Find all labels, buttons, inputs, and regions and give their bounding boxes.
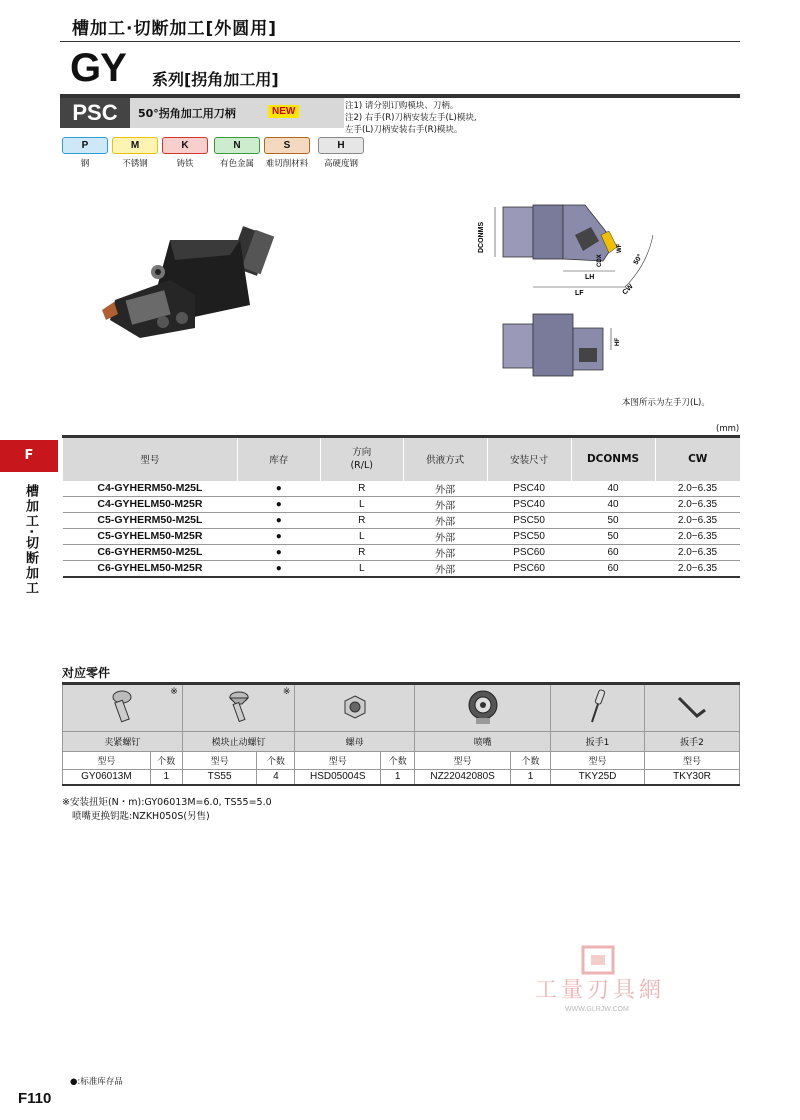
section-tab: F: [0, 440, 58, 472]
nut-qty: 1: [381, 770, 415, 785]
countersunk-screw-icon: [224, 689, 254, 725]
cell-mount: PSC40: [487, 496, 571, 512]
material-chip-k: K: [162, 137, 208, 154]
nut-name: 螺母: [295, 732, 415, 752]
star-mark: ※: [282, 687, 291, 697]
sub-model: 型号: [415, 752, 511, 770]
material-label: 有色金属: [219, 159, 254, 169]
nozzle-model: NZ22042080S: [415, 770, 511, 785]
sub-model: 型号: [182, 752, 257, 770]
table-row: [63, 528, 741, 544]
material-label: 钢: [80, 159, 90, 169]
cell-model: C5-GYHERM50-M25L: [63, 512, 238, 528]
cell-stock: ●: [237, 496, 320, 512]
wrench2-icon-cell: [645, 684, 740, 732]
cell-coolant: 外部: [403, 481, 487, 497]
cell-dir: R: [320, 512, 403, 528]
stop-model: TS55: [182, 770, 257, 785]
cell-coolant: 外部: [403, 560, 487, 577]
parts-title: 对应零件: [62, 666, 111, 680]
product-code: PSC: [60, 98, 130, 128]
legend: ●:标准库存品: [70, 1077, 123, 1087]
cell-coolant: 外部: [403, 544, 487, 560]
col-model: 型号: [63, 437, 238, 481]
cell-stock: ●: [237, 560, 320, 577]
cell-coolant: 外部: [403, 496, 487, 512]
note-2: 注2) 右手(R)刀柄安装左手(L)模块,: [345, 113, 477, 123]
parts-table: [62, 682, 740, 786]
cell-dconms: 50: [571, 528, 655, 544]
cell-dconms: 60: [571, 560, 655, 577]
dimension-diagram: [475, 195, 675, 305]
sub-qty: 个数: [257, 752, 295, 770]
dconms-label: DCONMS: [478, 221, 485, 253]
hex-key-icon: [675, 692, 709, 722]
direction-header: 方向 (R/L): [350, 447, 373, 472]
wrench2-name: 扳手2: [645, 732, 740, 752]
col-stock: 库存: [237, 437, 320, 481]
figure-note: 本图所示为左手刀(L)。: [622, 398, 710, 408]
col-dconms: DCONMS: [571, 437, 655, 481]
cell-model: C4-GYHERM50-M25L: [63, 481, 238, 497]
cell-dconms: 40: [571, 481, 655, 497]
col-cw: CW: [655, 437, 740, 481]
page-number: F110: [18, 1090, 52, 1107]
sub-model: 型号: [551, 752, 645, 770]
sub-qty: 个数: [381, 752, 415, 770]
cell-model: C4-GYHELM50-M25R: [63, 496, 238, 512]
lh-label: LH: [585, 274, 595, 281]
cell-cw: 2.0−6.35: [655, 512, 740, 528]
cell-coolant: 外部: [403, 528, 487, 544]
wrench1-icon-cell: [551, 684, 645, 732]
material-label: 难切削材料: [265, 159, 309, 169]
cell-stock: ●: [237, 528, 320, 544]
product-rows: [63, 481, 741, 577]
product-photo: [100, 210, 280, 350]
cell-dir: L: [320, 496, 403, 512]
category-title: 槽加工·切断加工[外圆用]: [72, 19, 277, 39]
clamp-model: GY06013M: [63, 770, 151, 785]
wf-label: WF: [617, 243, 623, 253]
stop-screw-name: 模块止动螺钉: [182, 732, 295, 752]
cell-mount: PSC60: [487, 560, 571, 577]
cell-dir: R: [320, 481, 403, 497]
key-note: 喷嘴更换钥匙:NZKH050S(另售): [72, 811, 210, 822]
cell-mount: PSC50: [487, 528, 571, 544]
material-chip-p: P: [62, 137, 108, 154]
material-chip-s: S: [264, 137, 310, 154]
nozzle-name: 喷嘴: [415, 732, 551, 752]
sub-model: 型号: [295, 752, 381, 770]
cell-mount: PSC50: [487, 512, 571, 528]
cell-cw: 2.0−6.35: [655, 481, 740, 497]
clamp-qty: 1: [150, 770, 182, 785]
screwdriver-icon: [586, 688, 610, 726]
material-chip-m: M: [112, 137, 158, 154]
divider: [60, 41, 740, 42]
watermark-logo: [535, 945, 665, 1015]
cw-label: CW: [621, 283, 635, 297]
screw-icon: [107, 689, 137, 725]
nut-icon: [342, 694, 368, 720]
unit-label: (mm): [716, 424, 740, 434]
material-chip-h: H: [318, 137, 364, 154]
cell-dconms: 40: [571, 496, 655, 512]
cell-dconms: 50: [571, 512, 655, 528]
sub-model: 型号: [63, 752, 151, 770]
sub-model: 型号: [645, 752, 740, 770]
product-table: [62, 435, 740, 578]
cell-cw: 2.0−6.35: [655, 544, 740, 560]
material-label: 不锈钢: [122, 159, 148, 169]
cell-stock: ●: [237, 481, 320, 497]
cell-dir: L: [320, 528, 403, 544]
series-code: GY: [70, 46, 126, 90]
cell-coolant: 外部: [403, 512, 487, 528]
material-label: 铸铁: [176, 159, 194, 169]
note-3: 左手(L)刀柄安装右手(R)模块。: [345, 125, 463, 135]
torque-note: ※安装扭矩(N・m):GY06013M=6.0, TS55=5.0: [62, 797, 272, 808]
cell-stock: ●: [237, 544, 320, 560]
nozzle-icon-cell: [415, 684, 551, 732]
sub-qty: 个数: [150, 752, 182, 770]
table-row: [63, 544, 741, 560]
nut-model: HSD05004S: [295, 770, 381, 785]
notes: [345, 100, 477, 136]
cell-dir: L: [320, 560, 403, 577]
material-chip-n: N: [214, 137, 260, 154]
col-mount: 安装尺寸: [487, 437, 571, 481]
material-label: 高硬度钢: [323, 159, 358, 169]
cell-mount: PSC40: [487, 481, 571, 497]
clamp-screw-icon-cell: [63, 684, 183, 732]
clamp-screw-name: 夹紧螺钉: [63, 732, 183, 752]
hf-label: HF: [615, 338, 621, 346]
watermark-url: WWW.GLRJW.COM: [565, 1006, 629, 1013]
new-badge: NEW: [268, 105, 299, 118]
stop-qty: 4: [257, 770, 295, 785]
section-label: 槽加工·切断加工: [23, 484, 38, 596]
stop-screw-icon-cell: [182, 684, 295, 732]
table-row: [63, 496, 741, 512]
table-row: [63, 481, 741, 497]
nozzle-icon: [466, 688, 500, 726]
sub-qty: 个数: [511, 752, 551, 770]
cdx-label: CDX: [597, 254, 603, 267]
col-coolant: 供液方式: [403, 437, 487, 481]
cell-cw: 2.0−6.35: [655, 560, 740, 577]
note-1: 注1) 请分别订购模块、刀柄。: [345, 101, 459, 111]
watermark-title: 工量刃具網: [535, 978, 665, 1003]
footnotes: [62, 796, 272, 824]
nut-icon-cell: [295, 684, 415, 732]
col-direction: [320, 437, 403, 481]
wrench1-name: 扳手1: [551, 732, 645, 752]
lf-label: LF: [575, 290, 584, 297]
table-row: [63, 512, 741, 528]
star-mark: ※: [170, 687, 178, 697]
cell-model: C6-GYHERM50-M25L: [63, 544, 238, 560]
wrench2-model: TKY30R: [645, 770, 740, 785]
cell-model: C5-GYHELM50-M25R: [63, 528, 238, 544]
cell-model: C6-GYHELM50-M25R: [63, 560, 238, 577]
cell-stock: ●: [237, 512, 320, 528]
series-name: 系列[拐角加工用]: [152, 70, 279, 89]
cell-mount: PSC60: [487, 544, 571, 560]
angle-label: 50°: [632, 253, 645, 266]
product-description: 50°拐角加工用刀柄: [138, 107, 236, 120]
cell-dconms: 60: [571, 544, 655, 560]
cell-cw: 2.0−6.35: [655, 528, 740, 544]
side-view-diagram: [495, 310, 635, 380]
cell-cw: 2.0−6.35: [655, 496, 740, 512]
cell-dir: R: [320, 544, 403, 560]
wrench1-model: TKY25D: [551, 770, 645, 785]
nozzle-qty: 1: [511, 770, 551, 785]
table-row: [63, 560, 741, 577]
